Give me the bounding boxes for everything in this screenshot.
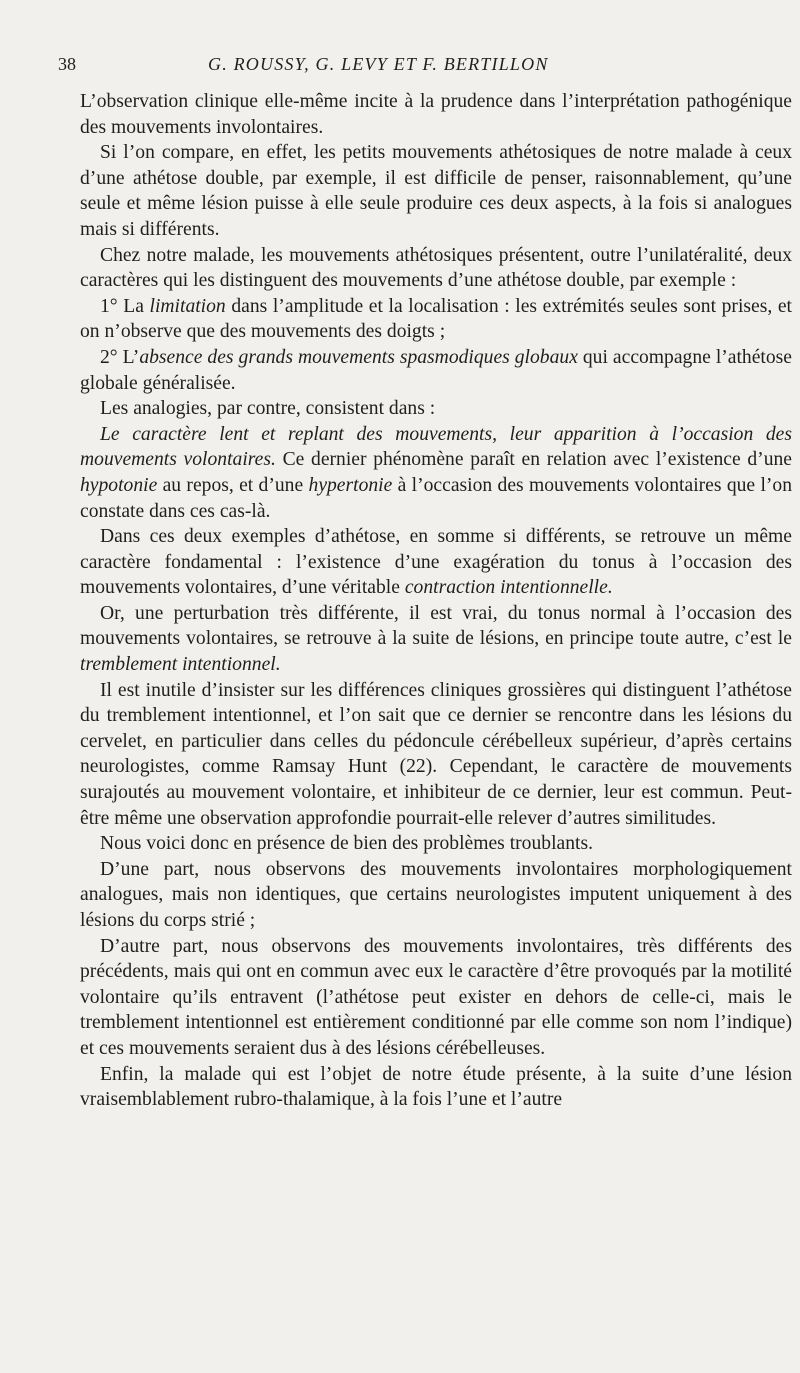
text-run: dans l’amplitude et la localisation : les extrémités seules sont prises, et on n’observe que des mouvements des doigts ; xyxy=(80,295,792,343)
text-run: Il est inutile d’insister sur les différences cliniques grossières qui distinguent l’athétose du tremblement intentionnel, et l’on sait que ce dernier se rencontre dans les lésions du cervelet, en particulier dans celles du pédoncule cérébelleux supérieur, d’après certains neurologistes, comme Ramsay Hunt (22). Cependant, le caractère de mouvements surajoutés au mouvement volontaire, et inhibiteur de ce dernier, leur est commun. Peut-être même une observation approfondie pourrait-elle relever d’autres similitudes. xyxy=(80,679,792,829)
text-run: limitation xyxy=(149,295,226,317)
paragraph-p8 xyxy=(80,524,792,601)
paragraph-p13 xyxy=(80,934,792,1062)
text-run: Ce dernier phénomène paraît en relation avec l’existence d’une xyxy=(275,449,792,471)
paragraph-p7 xyxy=(80,422,792,524)
paragraph-p9 xyxy=(80,601,792,678)
text-run: contraction intentionnelle. xyxy=(404,577,613,599)
text-run: Si l’on compare, en effet, les petits mouvements athétosiques de notre malade à ceux d’une athétose double, par exemple, il est difficile de penser, raisonnablement, qu’une seule et même lésion puisse à elle seule produire ces deux aspects, à la fois si analogues mais si différents. xyxy=(80,142,792,240)
paragraph-p5 xyxy=(80,345,792,396)
text-run: 2° L’ xyxy=(100,346,140,368)
text-run: Chez notre malade, les mouvements athétosiques présentent, outre l’unilatéralité, deux caractères qui les distinguent des mouvements d’une athétose double, par exemple : xyxy=(80,244,792,292)
text-run: à l’occasion des mouvements volontaires que l’on constate dans ces cas-là. xyxy=(80,474,793,522)
page-header xyxy=(58,52,792,76)
text-run: absence des grands mouvements spasmodiques globaux xyxy=(139,346,578,368)
paragraph-p2 xyxy=(80,140,792,242)
paragraph-p12 xyxy=(80,857,792,934)
paragraph-p4 xyxy=(80,294,792,345)
text-run: au repos, et d’une xyxy=(157,474,309,496)
text-run: D’autre part, nous observons des mouvements involontaires, très différents des précédents, mais qui ont en commun avec eux le caractère d’être provoqués par la motilité volontaire qu’ils entravent (l’athétose peut exister en dehors de celle-ci, mais le tremblement intentionnel est entièrement conditionné par elle comme son nom l’indique) et ces mouvements seraient dus à des lésions cérébelleuses. xyxy=(80,935,792,1059)
text-run: L’observation clinique elle-même incite à la prudence dans l’interprétation pathogénique des mouvements involontaires. xyxy=(80,91,792,138)
paragraph-p11 xyxy=(80,831,792,857)
running-title: G. ROUSSY, G. LEVY ET F. BERTILLON xyxy=(208,54,549,74)
article-body xyxy=(80,89,792,1113)
text-run: Or, une perturbation très différente, il est vrai, du tonus normal à l’occasion des mouvements volontaires, se retrouve à la suite de lésions, en principe toute autre, c’est le xyxy=(80,602,792,650)
text-run: Enfin, la malade qui est l’objet de notre étude présente, à la suite d’une lésion vraisemblablement rubro-thalamique, à la fois l’une et l’autre xyxy=(80,1063,792,1111)
text-run: hypertonie xyxy=(308,474,393,496)
text-run: tremblement intentionnel. xyxy=(80,654,281,676)
text-run: qui accompagne l’athétose globale généralisée. xyxy=(80,346,792,394)
text-run: Le caractère lent et replant des mouvements, leur apparition à l’occasion des mouvements volontaires. xyxy=(80,423,792,471)
text-run: Dans ces deux exemples d’athétose, en somme si différents, se retrouve un même caractère fondamental : l’existence d’une exagération du tonus à l’occasion des mouvements volontaires, d’une véritable xyxy=(80,526,792,599)
paragraph-p6 xyxy=(80,396,792,422)
paragraph-p3 xyxy=(80,243,792,294)
text-run: 1° La xyxy=(100,295,150,317)
paragraph-p1 xyxy=(80,89,792,140)
paragraph-p10 xyxy=(80,678,792,832)
paragraph-p14 xyxy=(80,1062,792,1113)
page-number: 38 xyxy=(58,54,76,74)
text-run: hypotonie xyxy=(80,474,158,496)
text-run: Les analogies, par contre, consistent dans : xyxy=(100,398,436,420)
text-run: Nous voici donc en présence de bien des problèmes troublants. xyxy=(100,833,593,855)
text-run: D’une part, nous observons des mouvements involontaires morphologiquement analogues, mais non identiques, que certains neurologistes imputent uniquement à des lésions du corps strié ; xyxy=(80,858,792,931)
